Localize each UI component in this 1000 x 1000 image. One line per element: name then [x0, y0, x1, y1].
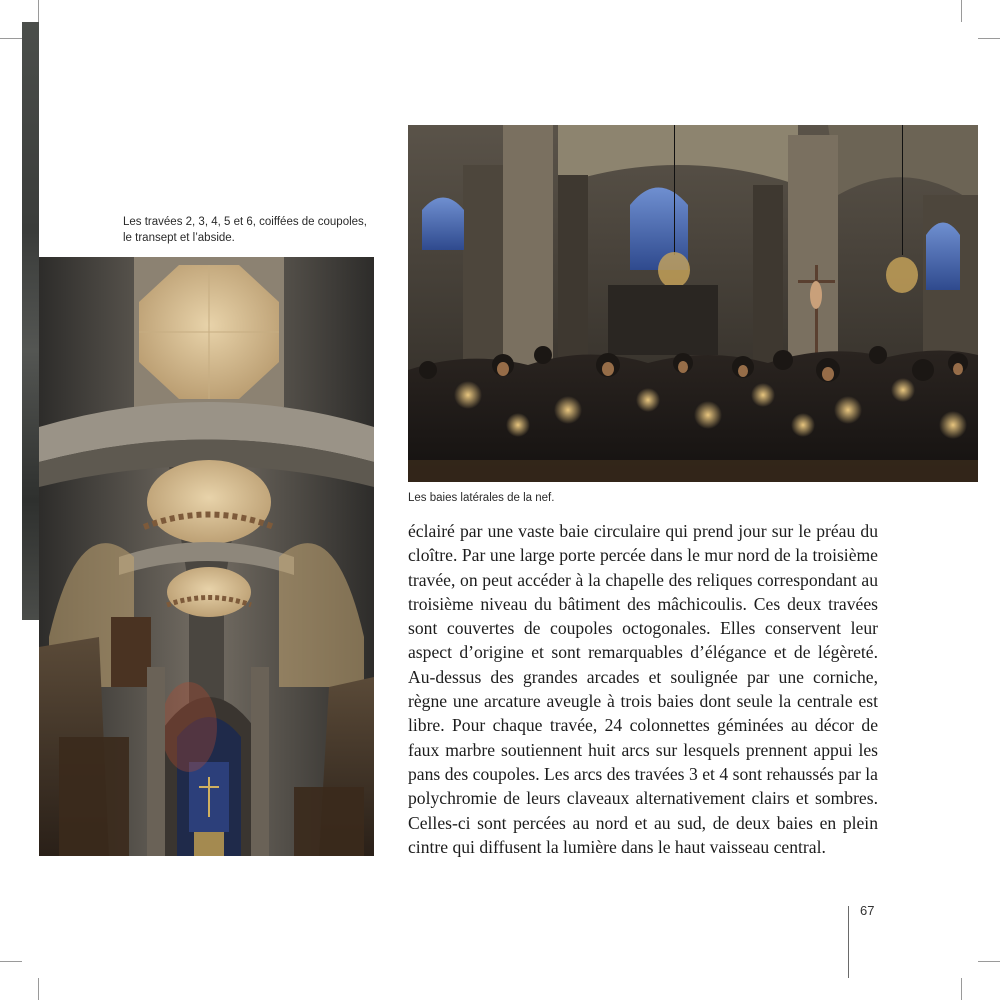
previous-page-edge	[22, 22, 39, 620]
page-number: 67	[860, 903, 875, 918]
body-line: libre. Pour chaque travée, 24 colonnettes géminées au décor de	[408, 715, 878, 736]
crop-mark	[0, 961, 22, 962]
body-line: troisième niveau du bâtiment des mâchicoulis. Ces deux travées	[408, 593, 878, 614]
body-line: cloître. Par une large porte percée dans le mur nord de la troisième	[408, 545, 878, 566]
folio-rule	[848, 906, 849, 978]
body-line: sont couvertes de coupoles octogonales. Elles conservent leur	[408, 618, 878, 639]
body-line: faux marbre soutiennent huit arcs sur lesquels prennent appui les	[408, 739, 878, 760]
body-line: cintre qui diffusent la lumière dans le haut vaisseau central.	[408, 836, 826, 857]
body-line: éclairé par une vaste baie circulaire qui prend jour sur le préau du	[408, 521, 878, 541]
crop-mark	[961, 978, 962, 1000]
body-line: travée, on peut accéder à la chapelle des reliques correspondant au	[408, 569, 878, 590]
body-line: aspect d’origine et sont remarquables d’élégance et de légèreté.	[408, 642, 878, 663]
right-photo-caption: Les baies latérales de la nef.	[408, 492, 555, 504]
body-line: Au-dessus des grandes arcades et soulignée par une corniche,	[408, 666, 878, 687]
caption-line: Les travées 2, 3, 4, 5 et 6, coiffées de coupoles,	[123, 216, 367, 228]
body-line: règne une arcature aveugle à trois baies dont seule la centrale est	[408, 691, 878, 712]
candlelit-nave-photo	[408, 125, 978, 482]
crop-mark	[978, 38, 1000, 39]
body-text	[408, 519, 878, 859]
caption-line: le transept et l’abside.	[123, 232, 235, 244]
crop-mark	[978, 961, 1000, 962]
crop-mark	[0, 38, 22, 39]
body-line: Celles-ci sont percées au nord et au sud, de deux baies en plein	[408, 812, 878, 833]
body-line: polychromie de leurs claveaux alternativement clairs et sombres.	[408, 788, 878, 809]
crop-mark	[38, 0, 39, 22]
left-photo-caption	[123, 214, 393, 246]
nave-cupolas-photo	[39, 257, 374, 856]
body-line: pans des coupoles. Les arcs des travées 3 et 4 sont rehaussés par la	[408, 763, 878, 784]
crop-mark	[961, 0, 962, 22]
crop-mark	[38, 978, 39, 1000]
